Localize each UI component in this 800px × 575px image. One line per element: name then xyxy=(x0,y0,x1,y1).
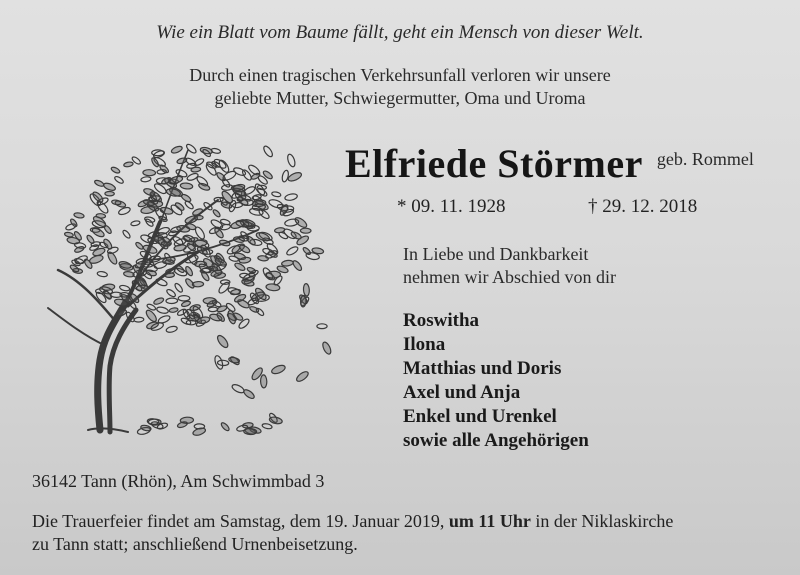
farewell-line: In Liebe und Dankbarkeit xyxy=(403,244,589,264)
intro-line: geliebte Mutter, Schwiegermutter, Oma und Uroma xyxy=(214,88,586,108)
birth-date: * 09. 11. 1928 xyxy=(397,196,506,217)
service-line: zu Tann statt; anschließend Urnenbeisetzung. xyxy=(32,534,358,554)
service-line xyxy=(32,510,792,533)
wind-blown-tree-icon xyxy=(28,130,348,445)
farewell-line: nehmen wir Abschied von dir xyxy=(403,267,616,287)
funeral-service-text xyxy=(32,510,792,556)
intro-line: Durch einen tragischen Verkehrsunfall verloren wir unsere xyxy=(189,65,611,85)
death-date: † 29. 12. 2018 xyxy=(588,196,698,217)
mourners-list xyxy=(403,309,589,453)
mourner: Ilona xyxy=(403,334,446,355)
mourner: Axel und Anja xyxy=(403,382,521,403)
mourner: sowie alle Angehörigen xyxy=(403,430,589,451)
mourner: Roswitha xyxy=(403,310,480,331)
deceased-name-row xyxy=(345,140,754,187)
intro-text xyxy=(0,64,800,110)
address: 36142 Tann (Rhön), Am Schwimmbad 3 xyxy=(32,471,325,491)
service-time: um 11 Uhr xyxy=(448,511,531,531)
mourner: Matthias und Doris xyxy=(403,358,562,379)
deceased-name: Elfriede Störmer xyxy=(345,141,643,186)
service-text: Die Trauerfeier findet am Samstag, dem 19. Januar 2019, xyxy=(32,511,449,531)
service-text: in der Niklaskirche xyxy=(530,511,674,531)
motto-quote: Wie ein Blatt vom Baume fällt, geht ein Mensch von dieser Welt. xyxy=(156,22,644,43)
mourner: Enkel und Urenkel xyxy=(403,406,557,427)
maiden-name: geb. Rommel xyxy=(656,149,754,169)
farewell-text xyxy=(403,243,616,289)
